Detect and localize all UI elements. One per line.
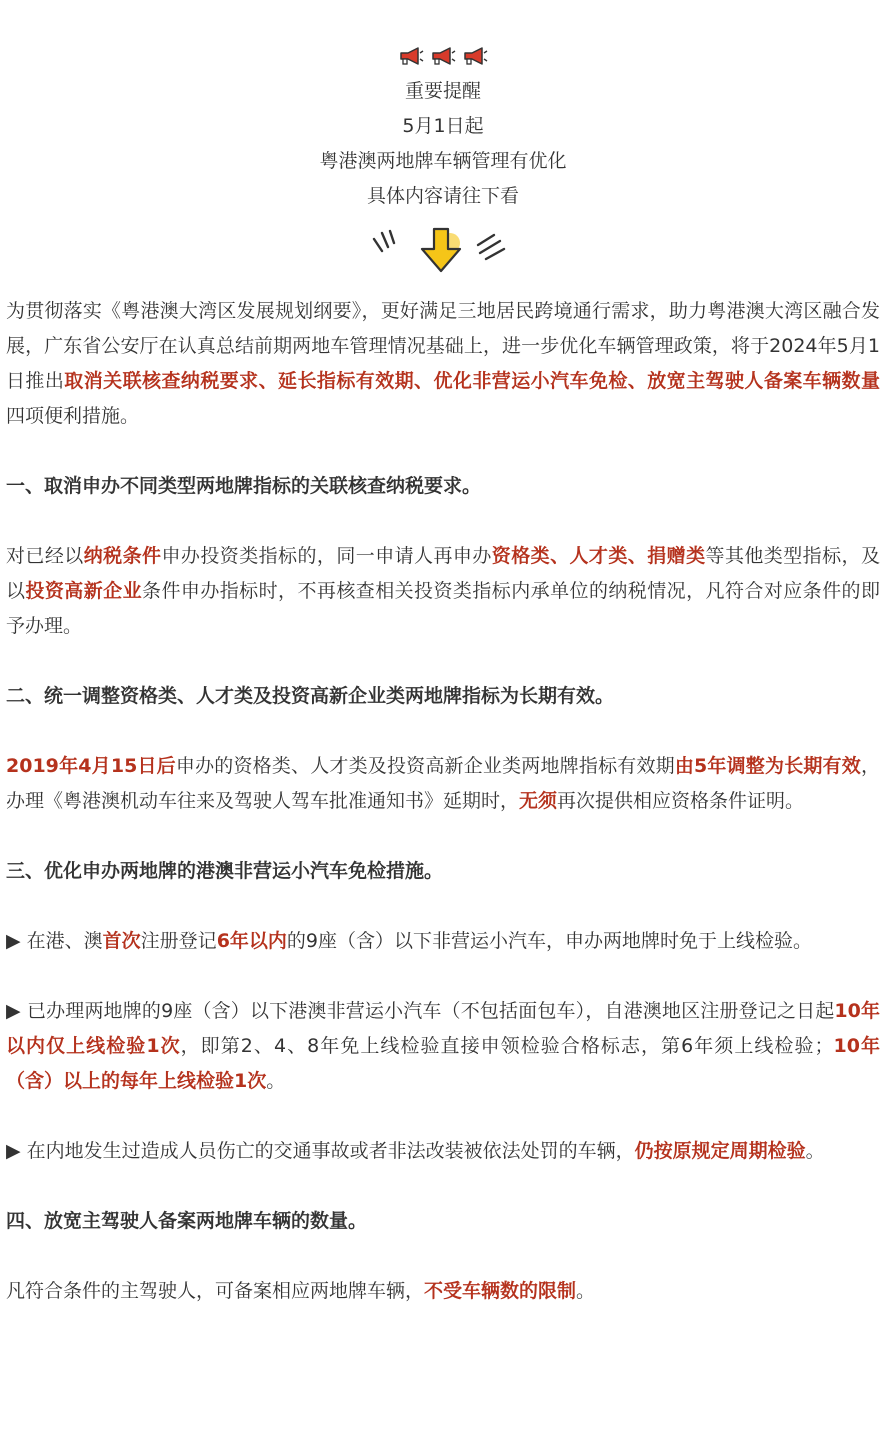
intro-paragraph xyxy=(6,294,880,434)
s1-text: 申办投资类指标的，同一申请人再申办 xyxy=(161,545,492,567)
s3-text: ▶ 已办理两地牌的9座（含）以下港澳非营运小汽车（不包括面包车），自港澳地区注册登记之日起 xyxy=(6,1000,835,1022)
down-arrow-icon xyxy=(368,223,518,279)
s4-text: 。 xyxy=(576,1280,596,1302)
s3-text: 的9座（含）以下非营运小汽车，申办两地牌时免于上线检验。 xyxy=(286,930,813,952)
header-line-1: 重要提醒 xyxy=(404,80,481,102)
section-1-heading: 一、取消申办不同类型两地牌指标的关联核查纳税要求。 xyxy=(6,475,482,497)
s3-highlight: 仍按原规定周期检验 xyxy=(634,1140,806,1162)
s1-text: 等其他类型指标，及以 xyxy=(6,545,880,602)
s2-text: ，办理《粤港澳机动车往来及驾驶人驾车批准通知书》延期时， xyxy=(6,755,880,812)
megaphone-icon xyxy=(398,45,424,67)
arrow-row xyxy=(6,220,880,282)
s3-highlight: 首次 xyxy=(102,930,141,952)
megaphone-row xyxy=(6,38,880,74)
s3-highlight: 10年以内仅上线检验1次 xyxy=(6,1000,880,1057)
header-line-3: 粤港澳两地牌车辆管理有优化 xyxy=(319,150,567,172)
s4-text: 凡符合条件的主驾驶人，可备案相应两地牌车辆， xyxy=(6,1280,425,1302)
section-3-bullet-2 xyxy=(6,994,880,1099)
section-2-heading: 二、统一调整资格类、人才类及投资高新企业类两地牌指标为长期有效。 xyxy=(6,685,615,707)
notice-header xyxy=(6,0,880,282)
s1-text: 条件申办指标时，不再核查相关投资类指标内承单位的纳税情况，凡符合对应条件的即予办理。 xyxy=(6,580,880,637)
s3-text: ▶ 在内地发生过造成人员伤亡的交通事故或者非法改装被依法处罚的车辆， xyxy=(6,1140,635,1162)
s2-text: 申办的资格类、人才类及投资高新企业类两地牌指标有效期 xyxy=(175,755,675,777)
section-3-bullet-3 xyxy=(6,1134,880,1169)
s1-highlight: 投资高新企业 xyxy=(25,580,143,602)
s3-highlight: 10年（含）以上的每年上线检验1次 xyxy=(6,1035,880,1092)
s3-highlight: 6年以内 xyxy=(216,930,287,952)
s1-highlight: 纳税条件 xyxy=(83,545,162,567)
s3-text: 注册登记 xyxy=(140,930,217,952)
section-1-paragraph xyxy=(6,539,880,644)
s3-text: ▶ 在港、澳 xyxy=(6,930,103,952)
section-4-paragraph xyxy=(6,1274,880,1309)
s2-highlight: 无须 xyxy=(519,790,558,812)
header-line-2: 5月1日起 xyxy=(402,115,484,137)
s1-text: 对已经以 xyxy=(6,545,84,567)
header-line-4: 具体内容请往下看 xyxy=(366,185,519,207)
s2-text: 再次提供相应资格条件证明。 xyxy=(557,790,805,812)
section-2-paragraph xyxy=(6,749,880,819)
s2-highlight: 2019年4月15日后 xyxy=(6,755,176,777)
intro-text: 为贯彻落实《粤港澳大湾区发展规划纲要》，更好满足三地居民跨境通行需求，助力粤港澳大湾区融合发展，广东省公安厅在认真总结前期两地车管理情况基础上，进一步优化车辆管理政策，将于2024年5月1日推出 xyxy=(6,300,880,392)
megaphone-icon xyxy=(430,45,456,67)
megaphone-icon xyxy=(462,45,488,67)
section-3-heading: 三、优化申办两地牌的港澳非营运小汽车免检措施。 xyxy=(6,860,444,882)
s2-highlight: 由5年调整为长期有效 xyxy=(674,755,861,777)
article-body xyxy=(6,294,880,1309)
intro-highlight: 取消关联核查纳税要求、延长指标有效期、优化非营运小汽车免检、放宽主驾驶人备案车辆数量 xyxy=(64,370,880,392)
intro-text-end: 四项便利措施。 xyxy=(6,405,140,427)
s1-highlight: 资格类、人才类、捐赠类 xyxy=(491,545,706,567)
s4-highlight: 不受车辆数的限制 xyxy=(424,1280,577,1302)
section-3-bullet-1 xyxy=(6,924,880,959)
section-4-heading: 四、放宽主驾驶人备案两地牌车辆的数量。 xyxy=(6,1210,368,1232)
s3-text: 。 xyxy=(805,1140,825,1162)
s3-text: ，即第2、4、8年免上线检验直接申领检验合格标志，第6年须上线检验； xyxy=(180,1035,834,1057)
s3-text: 。 xyxy=(266,1070,286,1092)
